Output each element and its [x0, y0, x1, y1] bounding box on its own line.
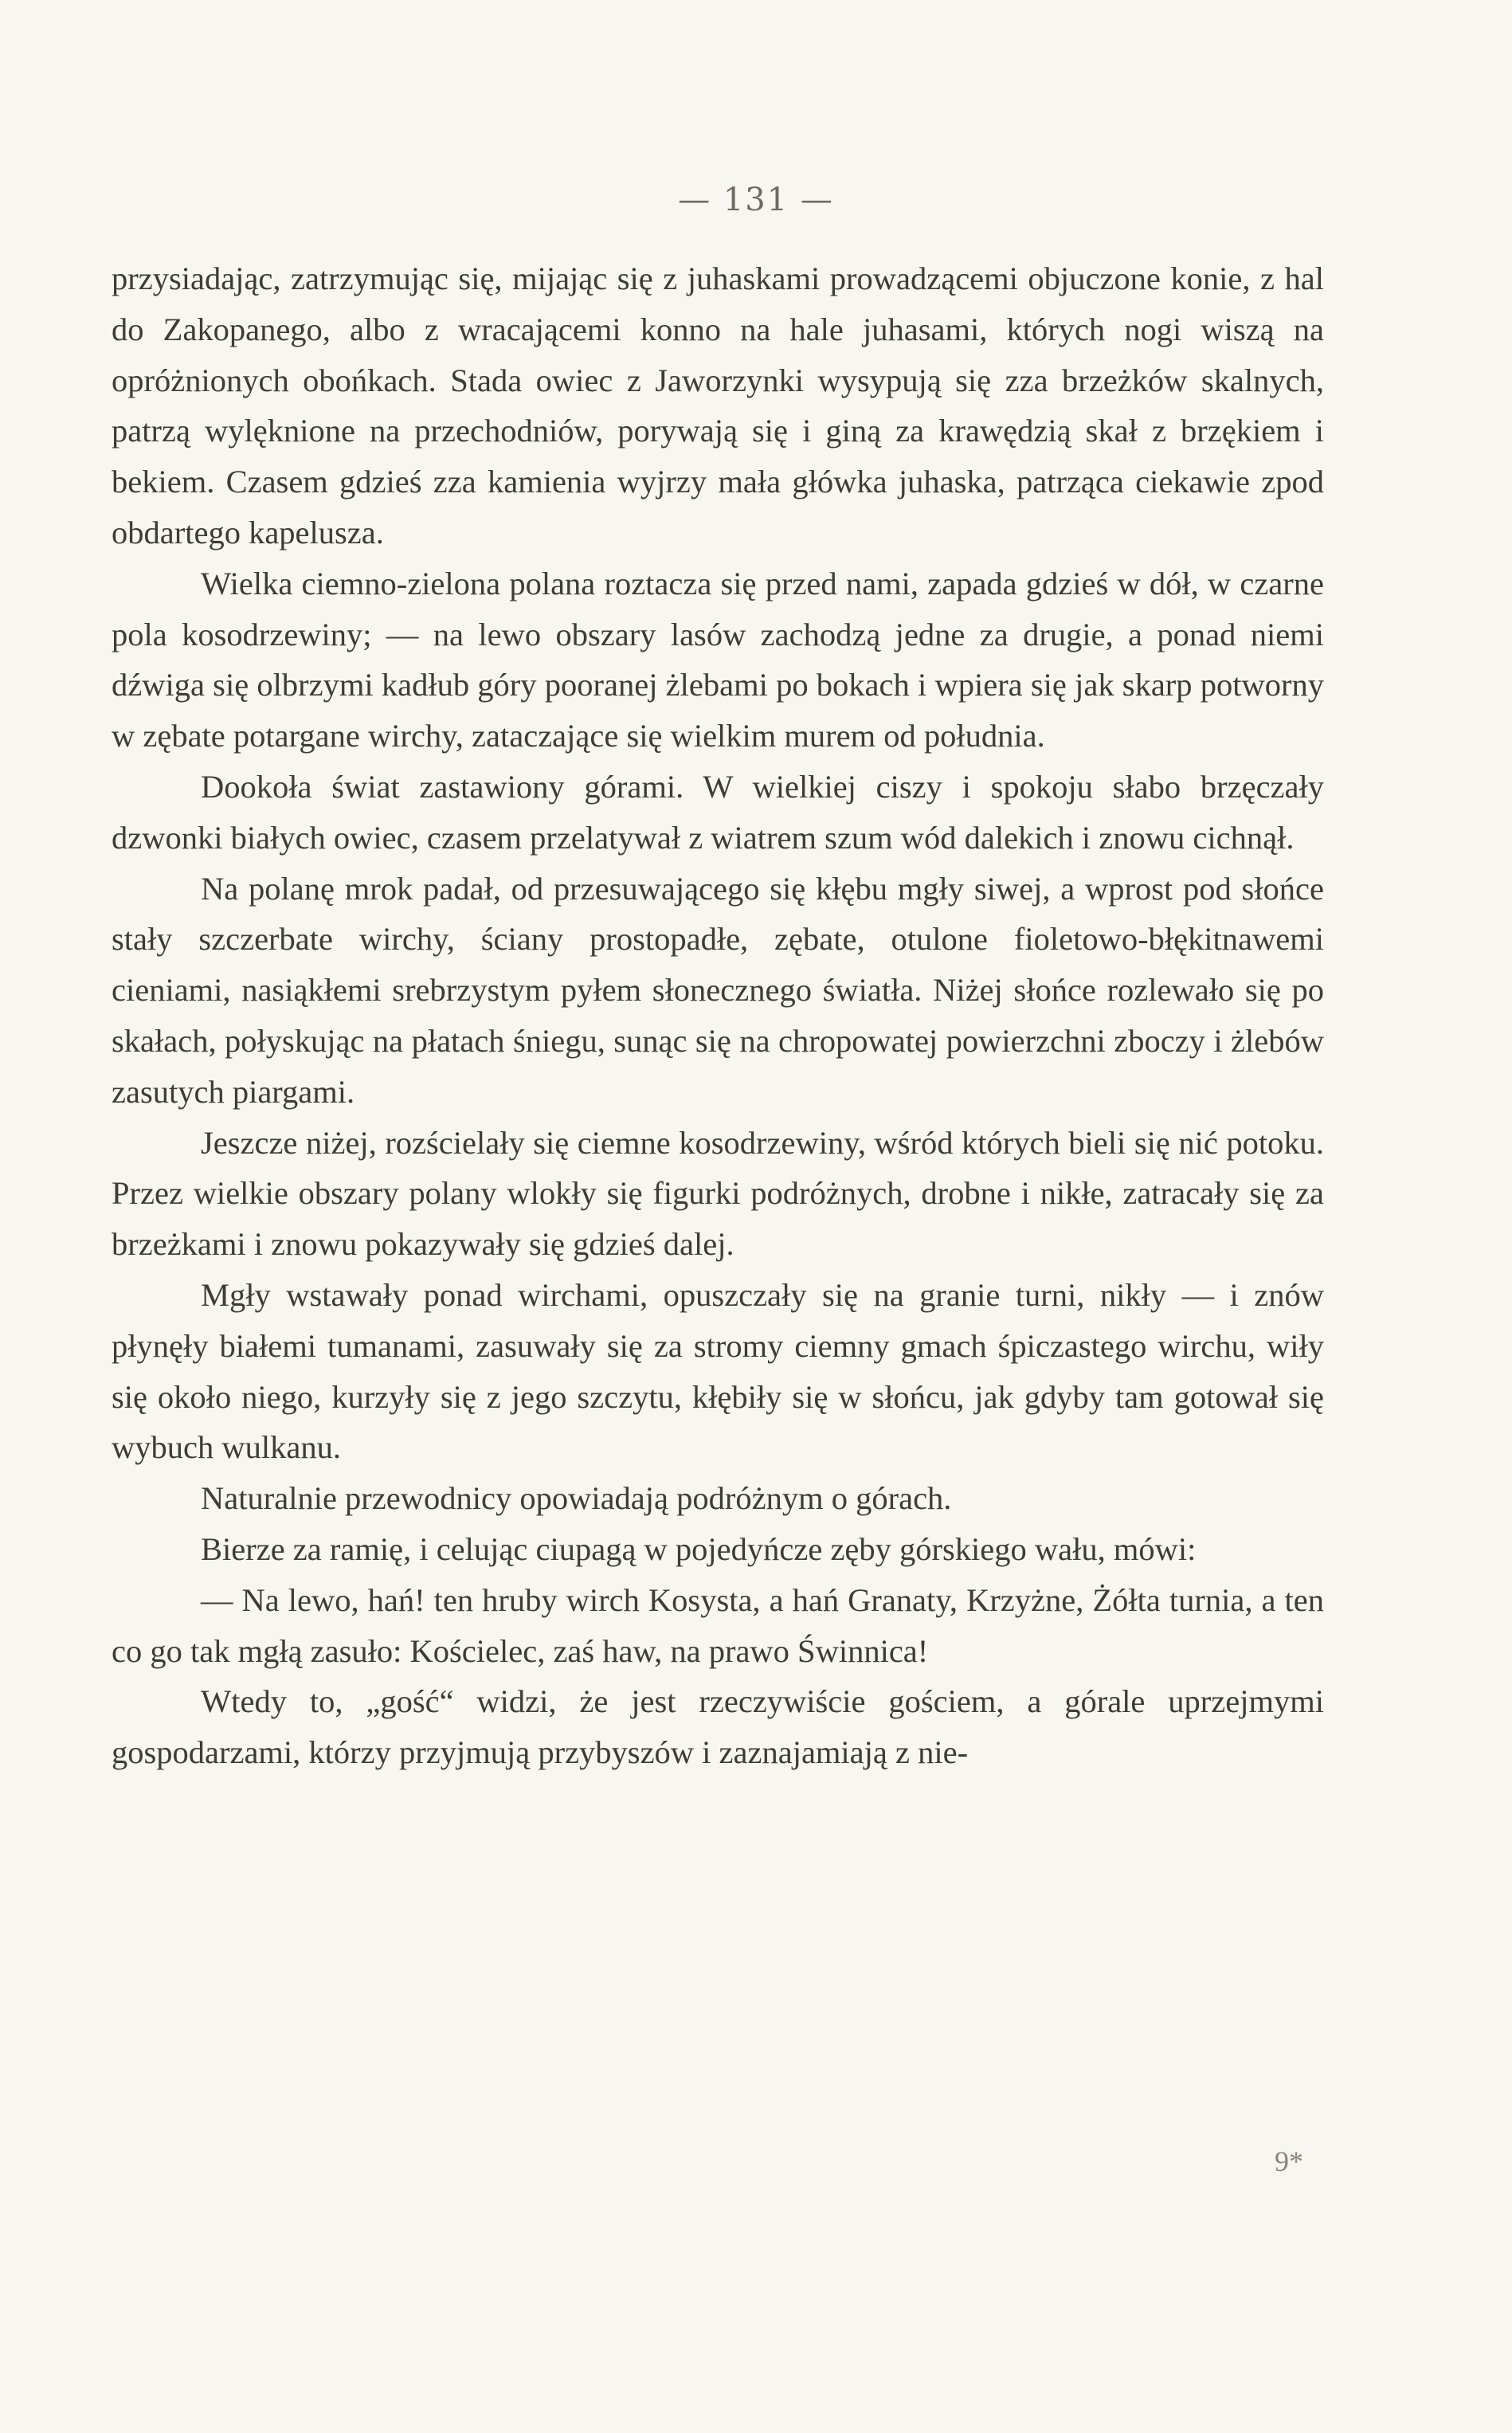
paragraph: Naturalnie przewodnicy opowiadają podróżnym o górach. — [201, 1480, 952, 1517]
paragraph: przysiadając, zatrzymując się, mijając się z juhaskami prowadzącemi objuczone konie, z hal do Zakopanego, albo z wracającemi konno na hale juhasami, których nogi wiszą na opróżnionych obońkach. Stada owiec z Jaworzynki wysypują się zza brzeżków skalnych, patrzą wylęknione na przechodniów, porywają się i giną za krawędzią skał z brzękiem i bekiem. Czasem gdzieś zza kamienia wyjrzy mała główka juhaska, patrząca ciekawie zpod obdartego kapelusza. — [112, 261, 1324, 550]
printer-signature-mark: 9* — [1275, 2145, 1303, 2177]
paragraph: Mgły wstawały ponad wirchami, opuszczały się na granie turni, nikły — i znów płynęły białemi tumanami, zasuwały się za stromy ciemny gmach śpiczastego wirchu, wiły się około niego, kurzyły się z jego szczytu, kłębiły się w słońcu, jak gdyby tam gotował się wybuch wulkanu. — [112, 1276, 1324, 1466]
body-text — [112, 253, 1324, 1778]
paragraph: Jeszcze niżej, rozścielały się ciemne kosodrzewiny, wśród których bieli się nić potoku. Przez wielkie obszary polany wlokły się figurki podróżnych, drobne i nikłe, zatracały się za brzeżkami i znowu pokazywały się gdzieś dalej. — [112, 1124, 1324, 1263]
paragraph: Na polanę mrok padał, od przesuwającego się kłębu mgły siwej, a wprost pod słońce stały szczerbate wirchy, ściany prostopadłe, zębate, otulone fioletowo-błękitnawemi cieniami, nasiąkłemi srebrzystym pyłem słonecznego światła. Niżej słońce rozlewało się po skałach, połyskując na płatach śniegu, sunąc się na chropowatej powierzchni zboczy i żlebów zasutych piargami. — [112, 870, 1324, 1110]
paragraph: — Na lewo, hań! ten hruby wirch Kosysta, a hań Granaty, Krzyżne, Żółta turnia, a ten co go tak mgłą zasuło: Kościelec, zaś haw, na prawo Świnnica! — [112, 1581, 1324, 1669]
paragraph: Wielka ciemno-zielona polana roztacza się przed nami, zapada gdzieś w dół, w czarne pola kosodrzewiny; — na lewo obszary lasów zachodzą jedne za drugie, a ponad niemi dźwiga się olbrzymi kadłub góry pooranej żlebami po bokach i wpiera się jak skarp potworny w zębate potargane wirchy, zataczające się wielkim murem od południa. — [112, 565, 1324, 754]
paragraph: Dookoła świat zastawiony górami. W wielkiej ciszy i spokoju słabo brzęczały dzwonki białych owiec, czasem przelatywał z wiatrem szum wód dalekich i znowu cichnął. — [112, 768, 1324, 856]
paragraph: Bierze za ramię, i celując ciupagą w pojedyńcze zęby górskiego wału, mówi: — [201, 1530, 1197, 1567]
paragraph: Wtedy to, „gość“ widzi, że jest rzeczywiście gościem, a górale uprzejmymi gospodarzami, którzy przyjmują przybyszów i zaznajamiają z nie- — [112, 1683, 1324, 1771]
page-number-header: — 131 — — [678, 182, 834, 218]
